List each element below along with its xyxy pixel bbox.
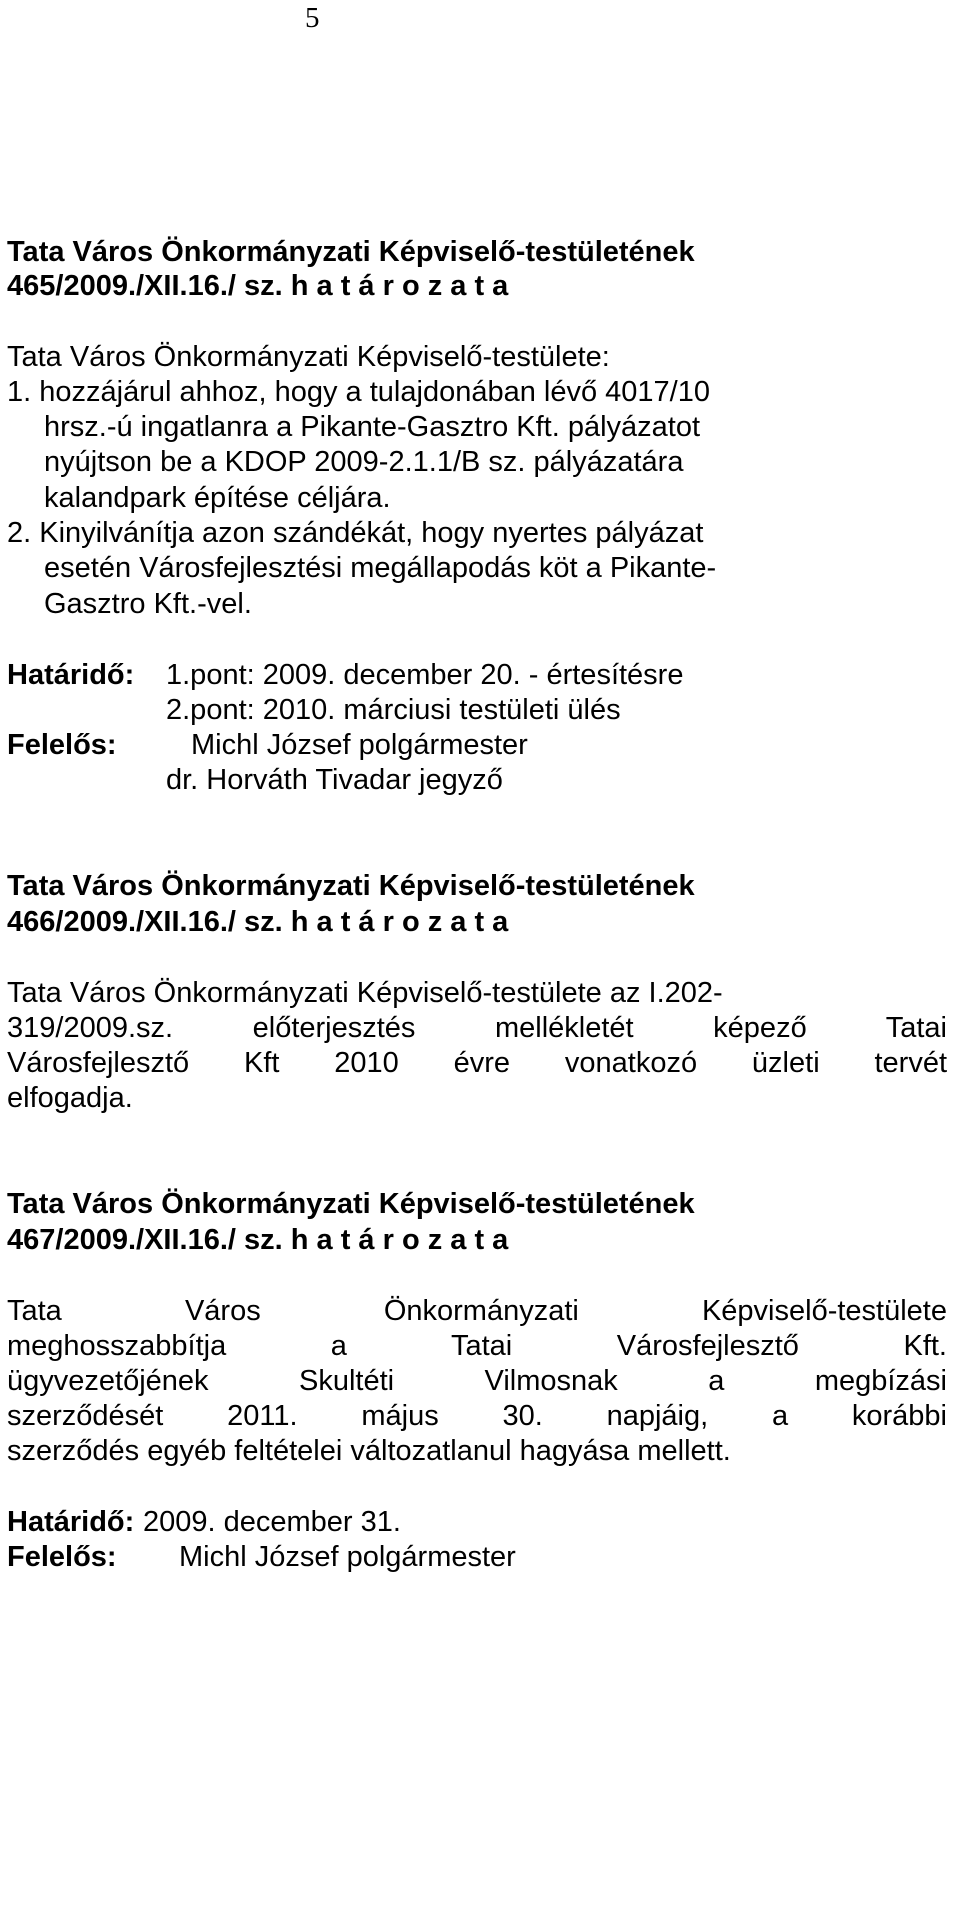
page-number: 5 xyxy=(305,2,320,34)
res465-responsible-label: Felelős: xyxy=(7,729,117,761)
res465-item2-line1: 2. Kinyilvánítja azon szándékát, hogy nyertes pályázat xyxy=(7,517,704,549)
res467-heading-line2: 467/2009./XII.16./ sz. h a t á r o z a t a xyxy=(7,1224,509,1256)
res465-item1-line3: nyújtson be a KDOP 2009-2.1.1/B sz. pályázatára xyxy=(44,446,684,478)
res465-item2-line3: Gasztro Kft.-vel. xyxy=(44,588,252,620)
res465-intro: Tata Város Önkormányzati Képviselő-testülete: xyxy=(7,341,610,373)
res467-body-line1: Tata Város Önkormányzati Képviselő-testülete xyxy=(7,1295,947,1327)
res466-body-line4: elfogadja. xyxy=(7,1082,133,1114)
res467-responsible-label: Felelős: xyxy=(7,1541,117,1573)
res466-body-line2: 319/2009.sz. előterjesztés mellékletét képező Tatai xyxy=(7,1012,947,1044)
res465-item2-line2: esetén Városfejlesztési megállapodás köt a Pikante- xyxy=(44,552,717,584)
res467-deadline-value: 2009. december 31. xyxy=(143,1506,401,1538)
res465-responsible-1: Michl József polgármester xyxy=(191,729,528,761)
res467-deadline-label: Határidő: xyxy=(7,1506,135,1538)
res467-body-line2: meghosszabbítja a Tatai Városfejlesztő Kft. xyxy=(7,1330,947,1362)
res465-deadline-2: 2.pont: 2010. márciusi testületi ülés xyxy=(166,694,621,726)
res466-heading-line2: 466/2009./XII.16./ sz. h a t á r o z a t a xyxy=(7,906,509,938)
res467-heading-line1: Tata Város Önkormányzati Képviselő-testületének xyxy=(7,1188,695,1220)
res465-heading-line1: Tata Város Önkormányzati Képviselő-testületének xyxy=(7,236,695,268)
res465-item1-line2: hrsz.-ú ingatlanra a Pikante-Gasztro Kft. pályázatot xyxy=(44,411,701,443)
res465-deadline-label: Határidő: xyxy=(7,659,135,691)
res466-body-line1: Tata Város Önkormányzati Képviselő-testülete az I.202- xyxy=(7,977,723,1009)
res467-body-line5: szerződés egyéb feltételei változatlanul hagyása mellett. xyxy=(7,1435,731,1467)
res465-deadline-1: 1.pont: 2009. december 20. - értesítésre xyxy=(166,659,684,691)
res467-body-line4: szerződését 2011. május 30. napjáig, a korábbi xyxy=(7,1400,947,1432)
res466-heading-line1: Tata Város Önkormányzati Képviselő-testületének xyxy=(7,870,695,902)
res465-item1-line4: kalandpark építése céljára. xyxy=(44,482,391,514)
res466-body-line3: Városfejlesztő Kft 2010 évre vonatkozó üzleti tervét xyxy=(7,1047,947,1079)
res467-responsible-value: Michl József polgármester xyxy=(179,1541,516,1573)
res467-body-line3: ügyvezetőjének Skultéti Vilmosnak a megbízási xyxy=(7,1365,947,1397)
res465-heading-line2: 465/2009./XII.16./ sz. h a t á r o z a t a xyxy=(7,270,509,302)
res465-item1-line1: 1. hozzájárul ahhoz, hogy a tulajdonában lévő 4017/10 xyxy=(7,376,710,408)
res465-responsible-2: dr. Horváth Tivadar jegyző xyxy=(166,764,503,796)
